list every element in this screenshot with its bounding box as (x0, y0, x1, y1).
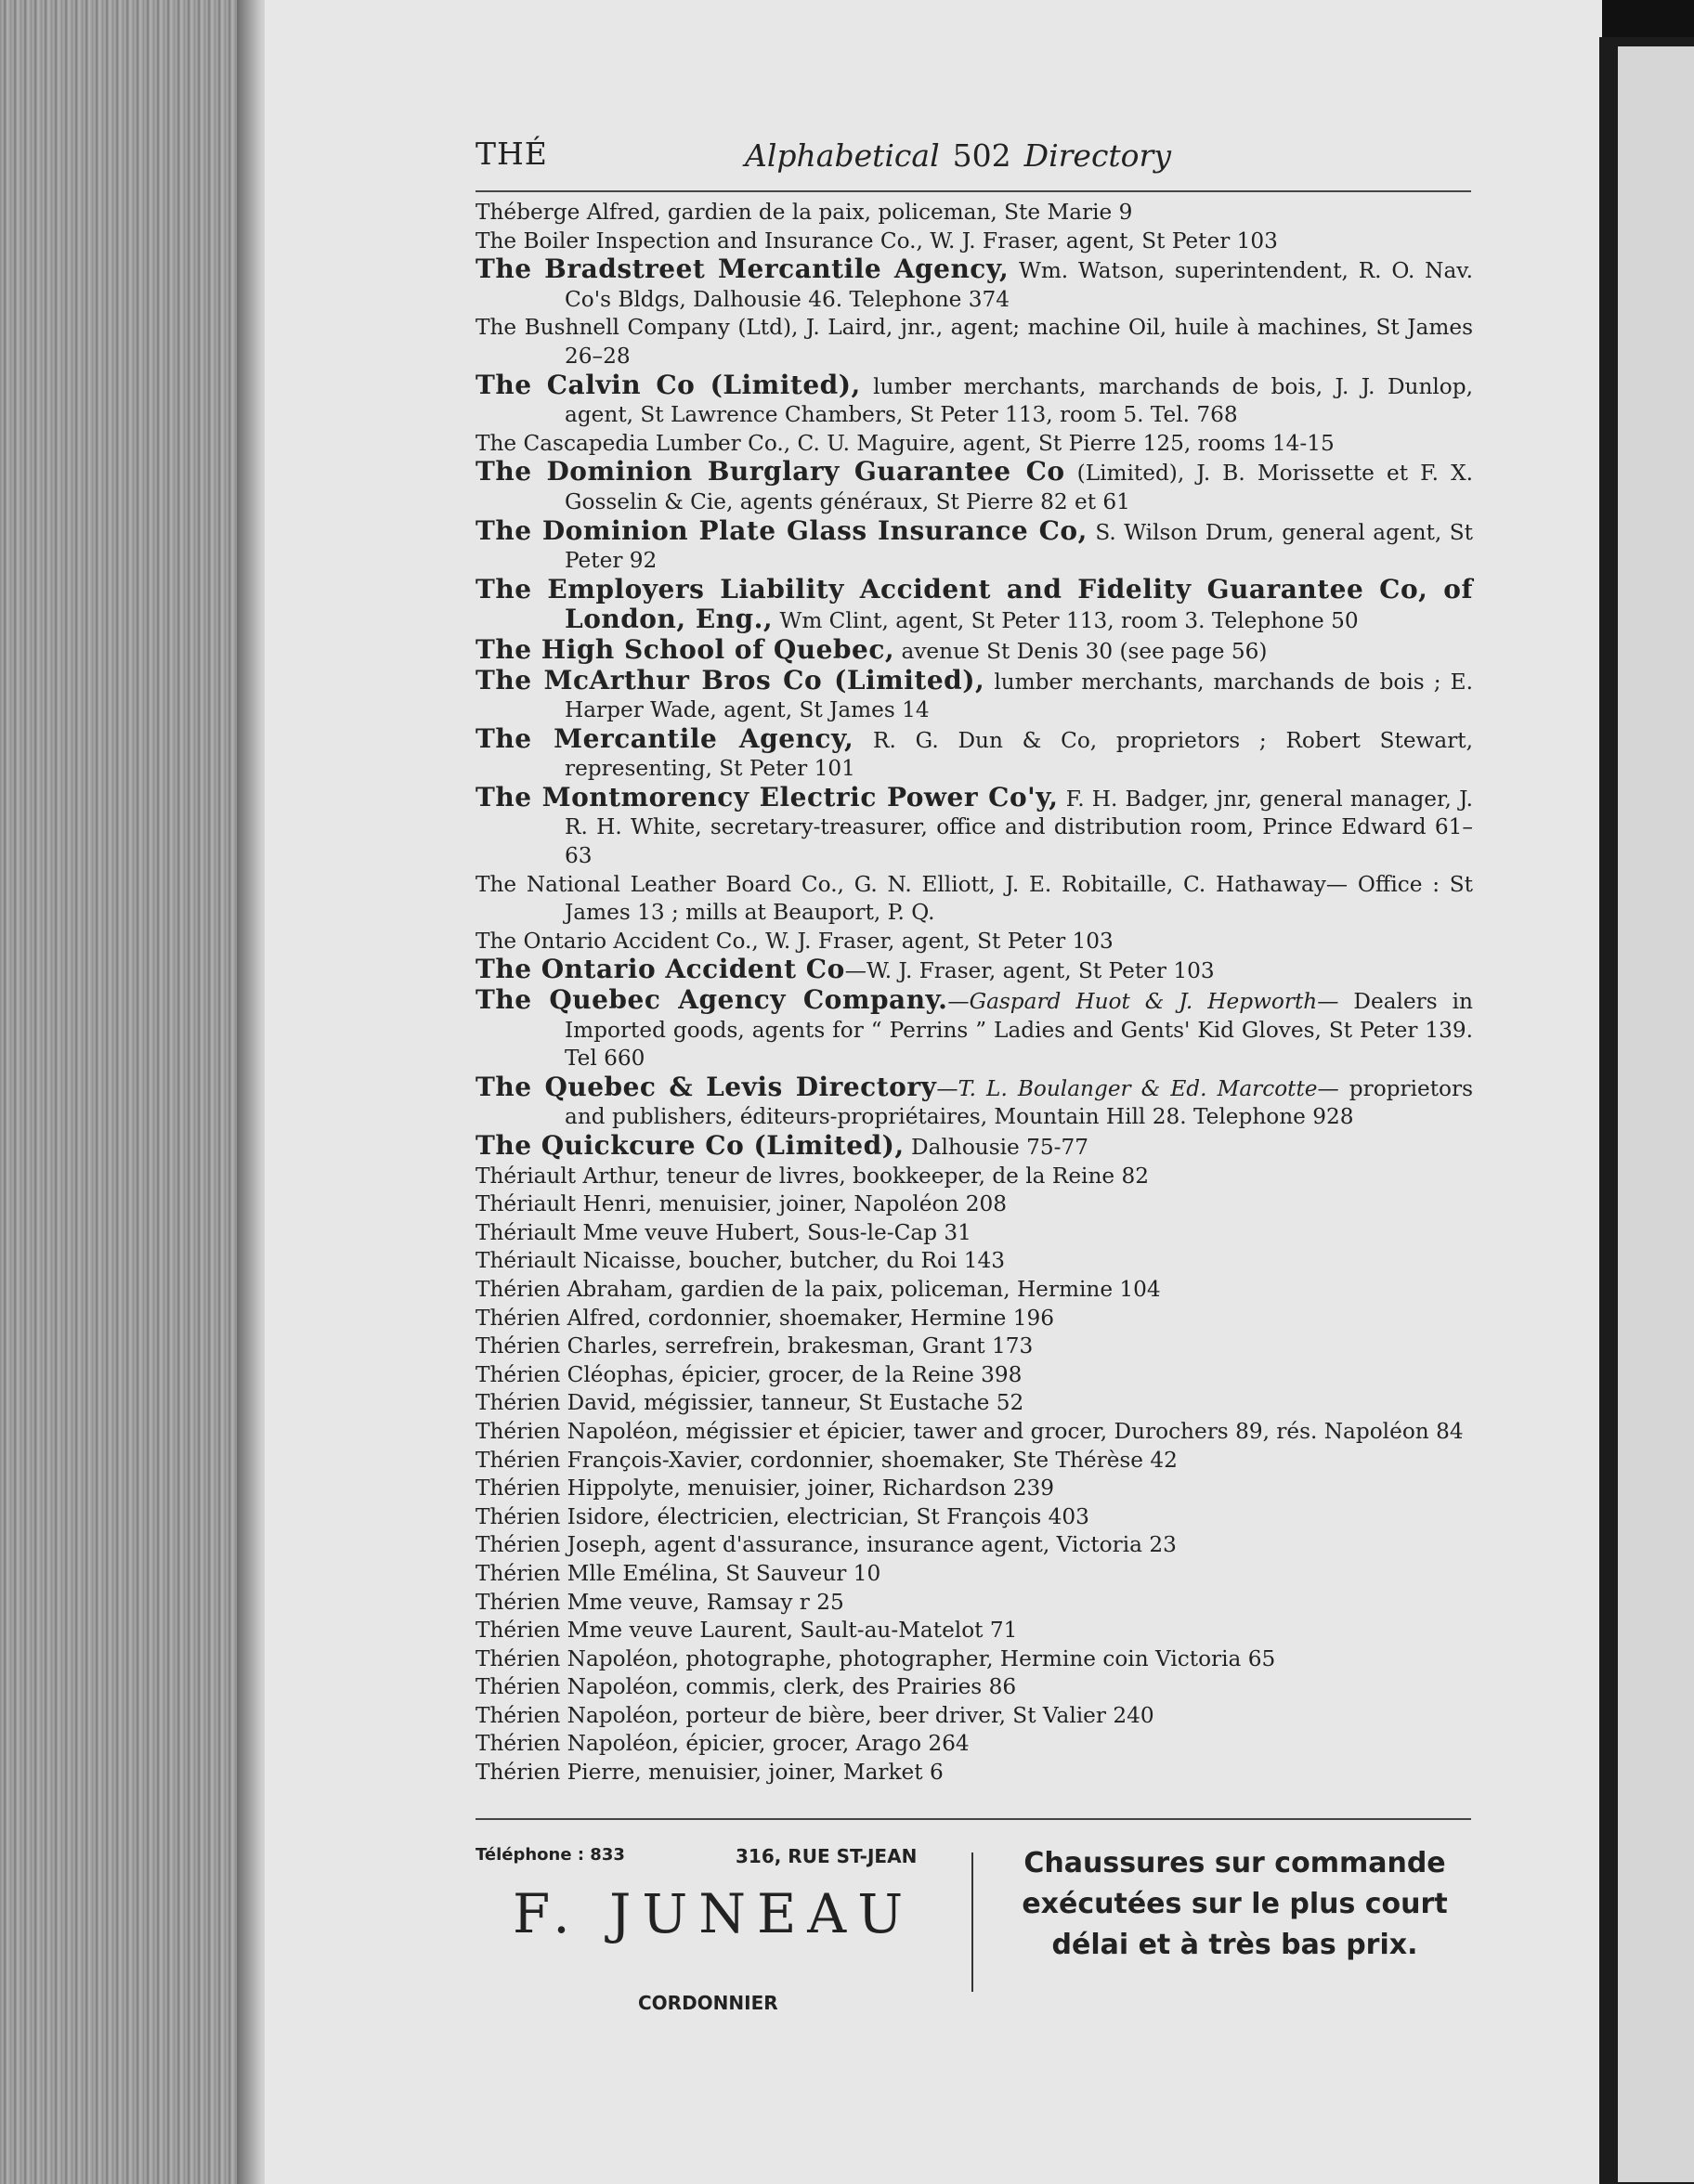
entry-text: — (947, 989, 970, 1015)
directory-entry (476, 573, 1473, 636)
ad-trade: CORDONNIER (638, 1992, 778, 2014)
entry-bold-name: The Ontario Accident Co (476, 954, 845, 985)
entry-bold-name: The Dominion Plate Glass Insurance Co, (476, 514, 1088, 546)
entry-bold-name: The Quebec & Levis Directory (476, 1071, 937, 1102)
directory-entry (476, 1617, 1473, 1645)
page-number: 502 (952, 137, 1011, 174)
directory-entry (476, 1276, 1473, 1305)
entry-text: Thérien Abraham, gardien de la paix, policeman, Hermine 104 (476, 1276, 1161, 1302)
entry-bold-name: The Quebec Agency Company. (476, 984, 948, 1016)
entry-text: Thérien Hippolyte, menuisier, joiner, Richardson 239 (476, 1476, 1055, 1502)
directory-entry (476, 871, 1473, 928)
entry-bold-name: The High School of Quebec, (476, 633, 895, 665)
directory-entry (476, 255, 1473, 314)
header-title-right: Directory (1023, 137, 1171, 174)
entry-text: Thérien Cléophas, épicier, grocer, de la Reine 398 (476, 1361, 1023, 1387)
directory-entry (476, 722, 1473, 784)
ad-address: 316, RUE ST-JEAN (736, 1845, 918, 1867)
entry-text: S. Wilson Drum, general agent, St Peter 92 (565, 519, 1473, 574)
header-rule (476, 190, 1471, 192)
entry-italic-text: Gaspard Huot & J. Hepworth (969, 989, 1318, 1015)
directory-entry (476, 1073, 1473, 1132)
entry-bold-name: The Quickcure Co (Limited), (476, 1130, 905, 1161)
entry-text: Thérien Napoléon, épicier, grocer, Arago 264 (476, 1731, 970, 1757)
directory-entry (476, 1332, 1473, 1361)
entry-text: Thérien Mme veuve Laurent, Sault-au-Matelot 71 (476, 1618, 1018, 1644)
entry-bold-name: The Dominion Burglary Guarantee Co (476, 456, 1065, 488)
directory-entry (476, 1418, 1473, 1447)
directory-entry (476, 1475, 1473, 1503)
directory-entry (476, 1361, 1473, 1390)
entry-text: Thérien François-Xavier, cordonnier, shoemaker, Ste Thérèse 42 (476, 1447, 1178, 1473)
directory-entry (476, 781, 1473, 871)
directory-entry (476, 1560, 1473, 1589)
directory-entry (476, 1219, 1473, 1248)
directory-entry (476, 314, 1473, 370)
directory-entry (476, 1305, 1473, 1333)
entry-text: Thériault Arthur, teneur de livres, bookkeeper, de la Reine 82 (476, 1163, 1150, 1189)
entry-bold-name: The Montmorency Electric Power Co'y, (476, 781, 1059, 812)
directory-entry (476, 514, 1473, 576)
entry-text: Théberge Alfred, gardien de la paix, policeman, Ste Marie 9 (476, 200, 1133, 225)
directory-entry (476, 1673, 1473, 1702)
facing-page (1618, 46, 1694, 2182)
directory-entry (476, 430, 1473, 459)
directory-entry (476, 1589, 1473, 1618)
entry-text: Thérien Charles, serrefrein, brakesman, Grant 173 (476, 1333, 1034, 1359)
directory-entry (476, 458, 1473, 516)
entry-text: Wm. Watson, superintendent, R. O. Nav. Co's Bldgs, Dalhousie 46. Telephone 374 (565, 258, 1473, 312)
header-title (745, 137, 1171, 174)
ad-telephone: Téléphone : 833 (476, 1845, 625, 1865)
directory-entry (476, 1503, 1473, 1532)
header-title-left: Alphabetical (745, 137, 940, 174)
book-page-edges (0, 0, 251, 2184)
directory-entry (476, 928, 1473, 956)
entry-text: Dalhousie 75-77 (904, 1135, 1088, 1160)
entry-text: The Boiler Inspection and Insurance Co., W. J. Fraser, agent, St Peter 103 (476, 228, 1278, 254)
directory-entry (476, 1247, 1473, 1276)
page-header (476, 130, 1469, 186)
directory-entry (476, 664, 1473, 725)
entry-text: Thériault Mme veuve Hubert, Sous-le-Cap 31 (476, 1219, 971, 1245)
entry-text: lumber merchants, marchands de bois ; E. Harper Wade, agent, St James 14 (565, 669, 1473, 723)
entry-text: Thérien Napoléon, photographe, photographer, Hermine coin Victoria 65 (476, 1645, 1276, 1671)
directory-entry (476, 633, 1473, 667)
entry-bold-name: The Employers Liability Accident and Fidelity Guarantee Co, of London, Eng., (476, 573, 1473, 635)
directory-entry (476, 986, 1473, 1073)
entry-text: avenue St Denis 30 (see page 56) (894, 638, 1268, 664)
entry-text: Thérien Napoléon, porteur de bière, beer driver, St Valier 240 (476, 1702, 1154, 1728)
directory-entry (476, 1531, 1473, 1560)
directory-entry (476, 1759, 1473, 1788)
ad-business-name: F. JUNEAU (513, 1882, 915, 1945)
entry-text: Thérien Napoléon, commis, clerk, des Prairies 86 (476, 1674, 1017, 1700)
entry-text: Thérien Mme veuve, Ramsay r 25 (476, 1589, 844, 1615)
entry-text: Thérien David, mégissier, tanneur, St Eustache 52 (476, 1390, 1024, 1416)
directory-entry (476, 1702, 1473, 1731)
entry-text: Wm Clint, agent, St Peter 113, room 3. Telephone 50 (773, 608, 1359, 634)
directory-entry (476, 1132, 1473, 1163)
entry-text: R. G. Dun & Co, proprietors ; Robert Stewart, representing, St Peter 101 (565, 727, 1473, 782)
entry-bold-name: The Mercantile Agency, (476, 722, 854, 754)
directory-entry (476, 199, 1473, 228)
entry-text: Thériault Nicaisse, boucher, butcher, du Roi 143 (476, 1248, 1005, 1274)
advertisement (476, 1834, 1471, 2020)
directory-entry (476, 1389, 1473, 1418)
entry-text: The Bushnell Company (Ltd), J. Laird, jnr., agent; machine Oil, huile à machines, St James 26–28 (476, 315, 1473, 369)
entry-text: Thérien Joseph, agent d'assurance, insurance agent, Victoria 23 (476, 1532, 1177, 1558)
directory-entry (476, 1645, 1473, 1674)
directory-entries (476, 199, 1473, 1788)
directory-entry (476, 1163, 1473, 1191)
directory-entry (476, 1447, 1473, 1476)
entry-text: — (936, 1075, 958, 1101)
directory-entry (476, 1730, 1473, 1759)
entry-text: Thériault Henri, menuisier, joiner, Napoléon 208 (476, 1191, 1007, 1217)
entry-text: The Ontario Accident Co., W. J. Fraser, agent, St Peter 103 (476, 928, 1114, 954)
header-guide-word: THÉ (476, 136, 548, 172)
ad-tagline: Chaussures sur commande exécutées sur le plus court délai et à très bas prix. (1022, 1847, 1448, 1961)
entry-bold-name: The McArthur Bros Co (Limited), (476, 664, 985, 696)
directory-entry (476, 956, 1473, 986)
entry-text: Thérien Isidore, électricien, electrician, St François 403 (476, 1503, 1089, 1529)
entry-text: (Limited), J. B. Morissette et F. X. Gosselin & Cie, agents généraux, St Pierre 82 et 61 (565, 461, 1473, 514)
footer-rule (476, 1818, 1471, 1820)
entry-bold-name: The Bradstreet Mercantile Agency, (476, 254, 1010, 285)
entry-text: F. H. Badger, jnr, general manager, J. R. H. White, secretary-treasurer, office and distribution room, Prince Edward 61–63 (565, 786, 1473, 869)
directory-entry (476, 371, 1473, 430)
entry-text: Thérien Napoléon, mégissier et épicier, tawer and grocer, Durochers 89, rés. Napoléon 84 (476, 1418, 1464, 1444)
entry-text-continued: — Dealers in Imported goods, agents for “ Perrins ” Ladies and Gents' Kid Gloves, St Peter 139. Tel 660 (565, 989, 1473, 1072)
entry-text: The Cascapedia Lumber Co., C. U. Maguire, agent, St Pierre 125, rooms 14-15 (476, 430, 1335, 456)
entry-text: The National Leather Board Co., G. N. Elliott, J. E. Robitaille, C. Hathaway— Office : St James 13 ; mills at Beauport, P. Q. (476, 871, 1473, 926)
entry-bold-name: The Calvin Co (Limited), (476, 369, 861, 400)
entry-text: Thérien Mlle Emélina, St Sauveur 10 (476, 1560, 881, 1586)
entry-text: lumber merchants, marchands de bois, J. J. Dunlop, agent, St Lawrence Chambers, St Peter 113, room 5. Tel. 768 (565, 373, 1473, 428)
entry-text: Thérien Alfred, cordonnier, shoemaker, Hermine 196 (476, 1305, 1054, 1331)
entry-text: Thérien Pierre, menuisier, joiner, Market 6 (476, 1760, 944, 1786)
directory-entry (476, 1190, 1473, 1219)
directory-entry (476, 228, 1473, 256)
entry-text-continued: — proprietors and publishers, éditeurs-propriétaires, Mountain Hill 28. Telephone 928 (565, 1075, 1474, 1130)
ad-divider (971, 1852, 973, 1992)
entry-italic-text: T. L. Boulanger & Ed. Marcotte (958, 1075, 1318, 1101)
entry-text: —W. J. Fraser, agent, St Peter 103 (844, 958, 1215, 984)
